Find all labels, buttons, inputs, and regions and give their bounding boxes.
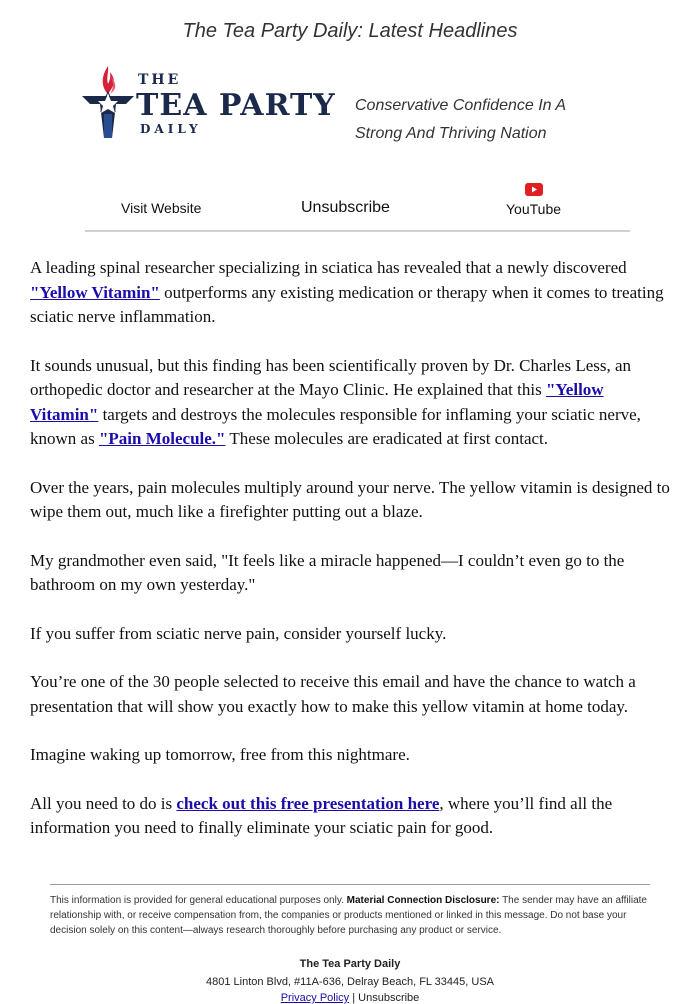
disclaimer	[50, 893, 650, 938]
logo-word-tea-party: TEA PARTY	[136, 88, 336, 123]
disclosure-label: Material Connection Disclosure:	[346, 895, 500, 906]
tagline-line-1: Conservative Confidence In A	[355, 97, 567, 114]
paragraph-5: If you suffer from sciatic nerve pain, consider yourself lucky.	[30, 623, 447, 643]
privacy-policy-link[interactable]: Privacy Policy	[280, 992, 350, 1004]
paragraph-1	[30, 256, 670, 330]
footer-separator: |	[349, 992, 359, 1004]
unsubscribe-link[interactable]: Unsubscribe	[301, 199, 390, 216]
yellow-vitamin-link-2[interactable]: "Yellow Vitamin"	[30, 380, 604, 424]
visit-website-link[interactable]: Visit Website	[121, 200, 202, 216]
yellow-vitamin-link-1[interactable]: "Yellow Vitamin"	[30, 282, 160, 302]
email-footer	[50, 884, 650, 1004]
paragraph-2-text-c: These molecules are eradicated at first contact.	[225, 429, 549, 448]
torch-icon	[80, 64, 136, 144]
tagline-line-2: Strong And Thriving Nation	[355, 125, 547, 142]
paragraph-1-text-a: A leading spinal researcher specializing in sciatica has revealed that a newly discovered	[30, 258, 627, 277]
brand-logo[interactable]	[80, 64, 340, 144]
youtube-icon[interactable]	[525, 183, 543, 196]
pain-molecule-link[interactable]: "Pain Molecule."	[98, 429, 226, 448]
email-body	[30, 256, 670, 865]
nav-bar	[85, 180, 630, 232]
free-presentation-link[interactable]: check out this free presentation here	[176, 793, 440, 813]
email-header-title: The Tea Party Daily: Latest Headlines	[182, 20, 518, 42]
logo-word-daily: DAILY	[140, 122, 202, 136]
youtube-link[interactable]: YouTube	[506, 201, 562, 217]
paragraph-6: You’re one of the 30 people selected to receive this email and have the chance to watch a presentation that will show you exactly how to make this yellow vitamin at home today.	[30, 672, 636, 716]
footer-links	[50, 992, 650, 1004]
footer-address: 4801 Linton Blvd, #11A-636, Delray Beach, FL 33445, USA	[205, 976, 494, 988]
footer-unsubscribe-link[interactable]: Unsubscribe	[358, 992, 420, 1004]
paragraph-2	[30, 354, 670, 452]
logo-word-the: THE	[138, 72, 182, 88]
footer-company-name: The Tea Party Daily	[299, 958, 401, 970]
paragraph-1-text-b: outperforms any existing medication or therapy when it comes to treating sciatic nerve inflammation.	[30, 282, 664, 326]
paragraph-2-text-a: It sounds unusual, but this finding has been scientifically proven by Dr. Charles Less, an orthopedic doctor and researcher at the Mayo Clinic. He explained that this	[30, 355, 632, 399]
paragraph-4: My grandmother even said, "It feels like a miracle happened—I couldn’t even go to the bathroom on my own yesterday."	[30, 550, 625, 594]
disclaimer-text-a: This information is provided for general educational purposes only.	[50, 895, 347, 906]
paragraph-8	[30, 792, 670, 841]
disclaimer-text-b: The sender may have an affiliate relationship with, or receive compensation from, the companies or products mentioned or linked in this message. Do not base your decision solely on this content—always research thoroughly before purchasing any product or service.	[50, 895, 647, 936]
paragraph-8-text-b: , where you’ll find all the information you need to finally eliminate your sciatic pain for good.	[30, 793, 613, 837]
paragraph-8-text-a: All you need to do is	[30, 793, 177, 813]
tagline	[355, 92, 615, 148]
paragraph-2-text-b: targets and destroys the molecules responsible for inflaming your sciatic nerve, known as	[30, 404, 641, 448]
paragraph-7: Imagine waking up tomorrow, free from this nightmare.	[30, 745, 410, 764]
paragraph-3: Over the years, pain molecules multiply around your nerve. The yellow vitamin is designed to wipe them out, much like a firefighter putting out a blaze.	[30, 477, 670, 521]
